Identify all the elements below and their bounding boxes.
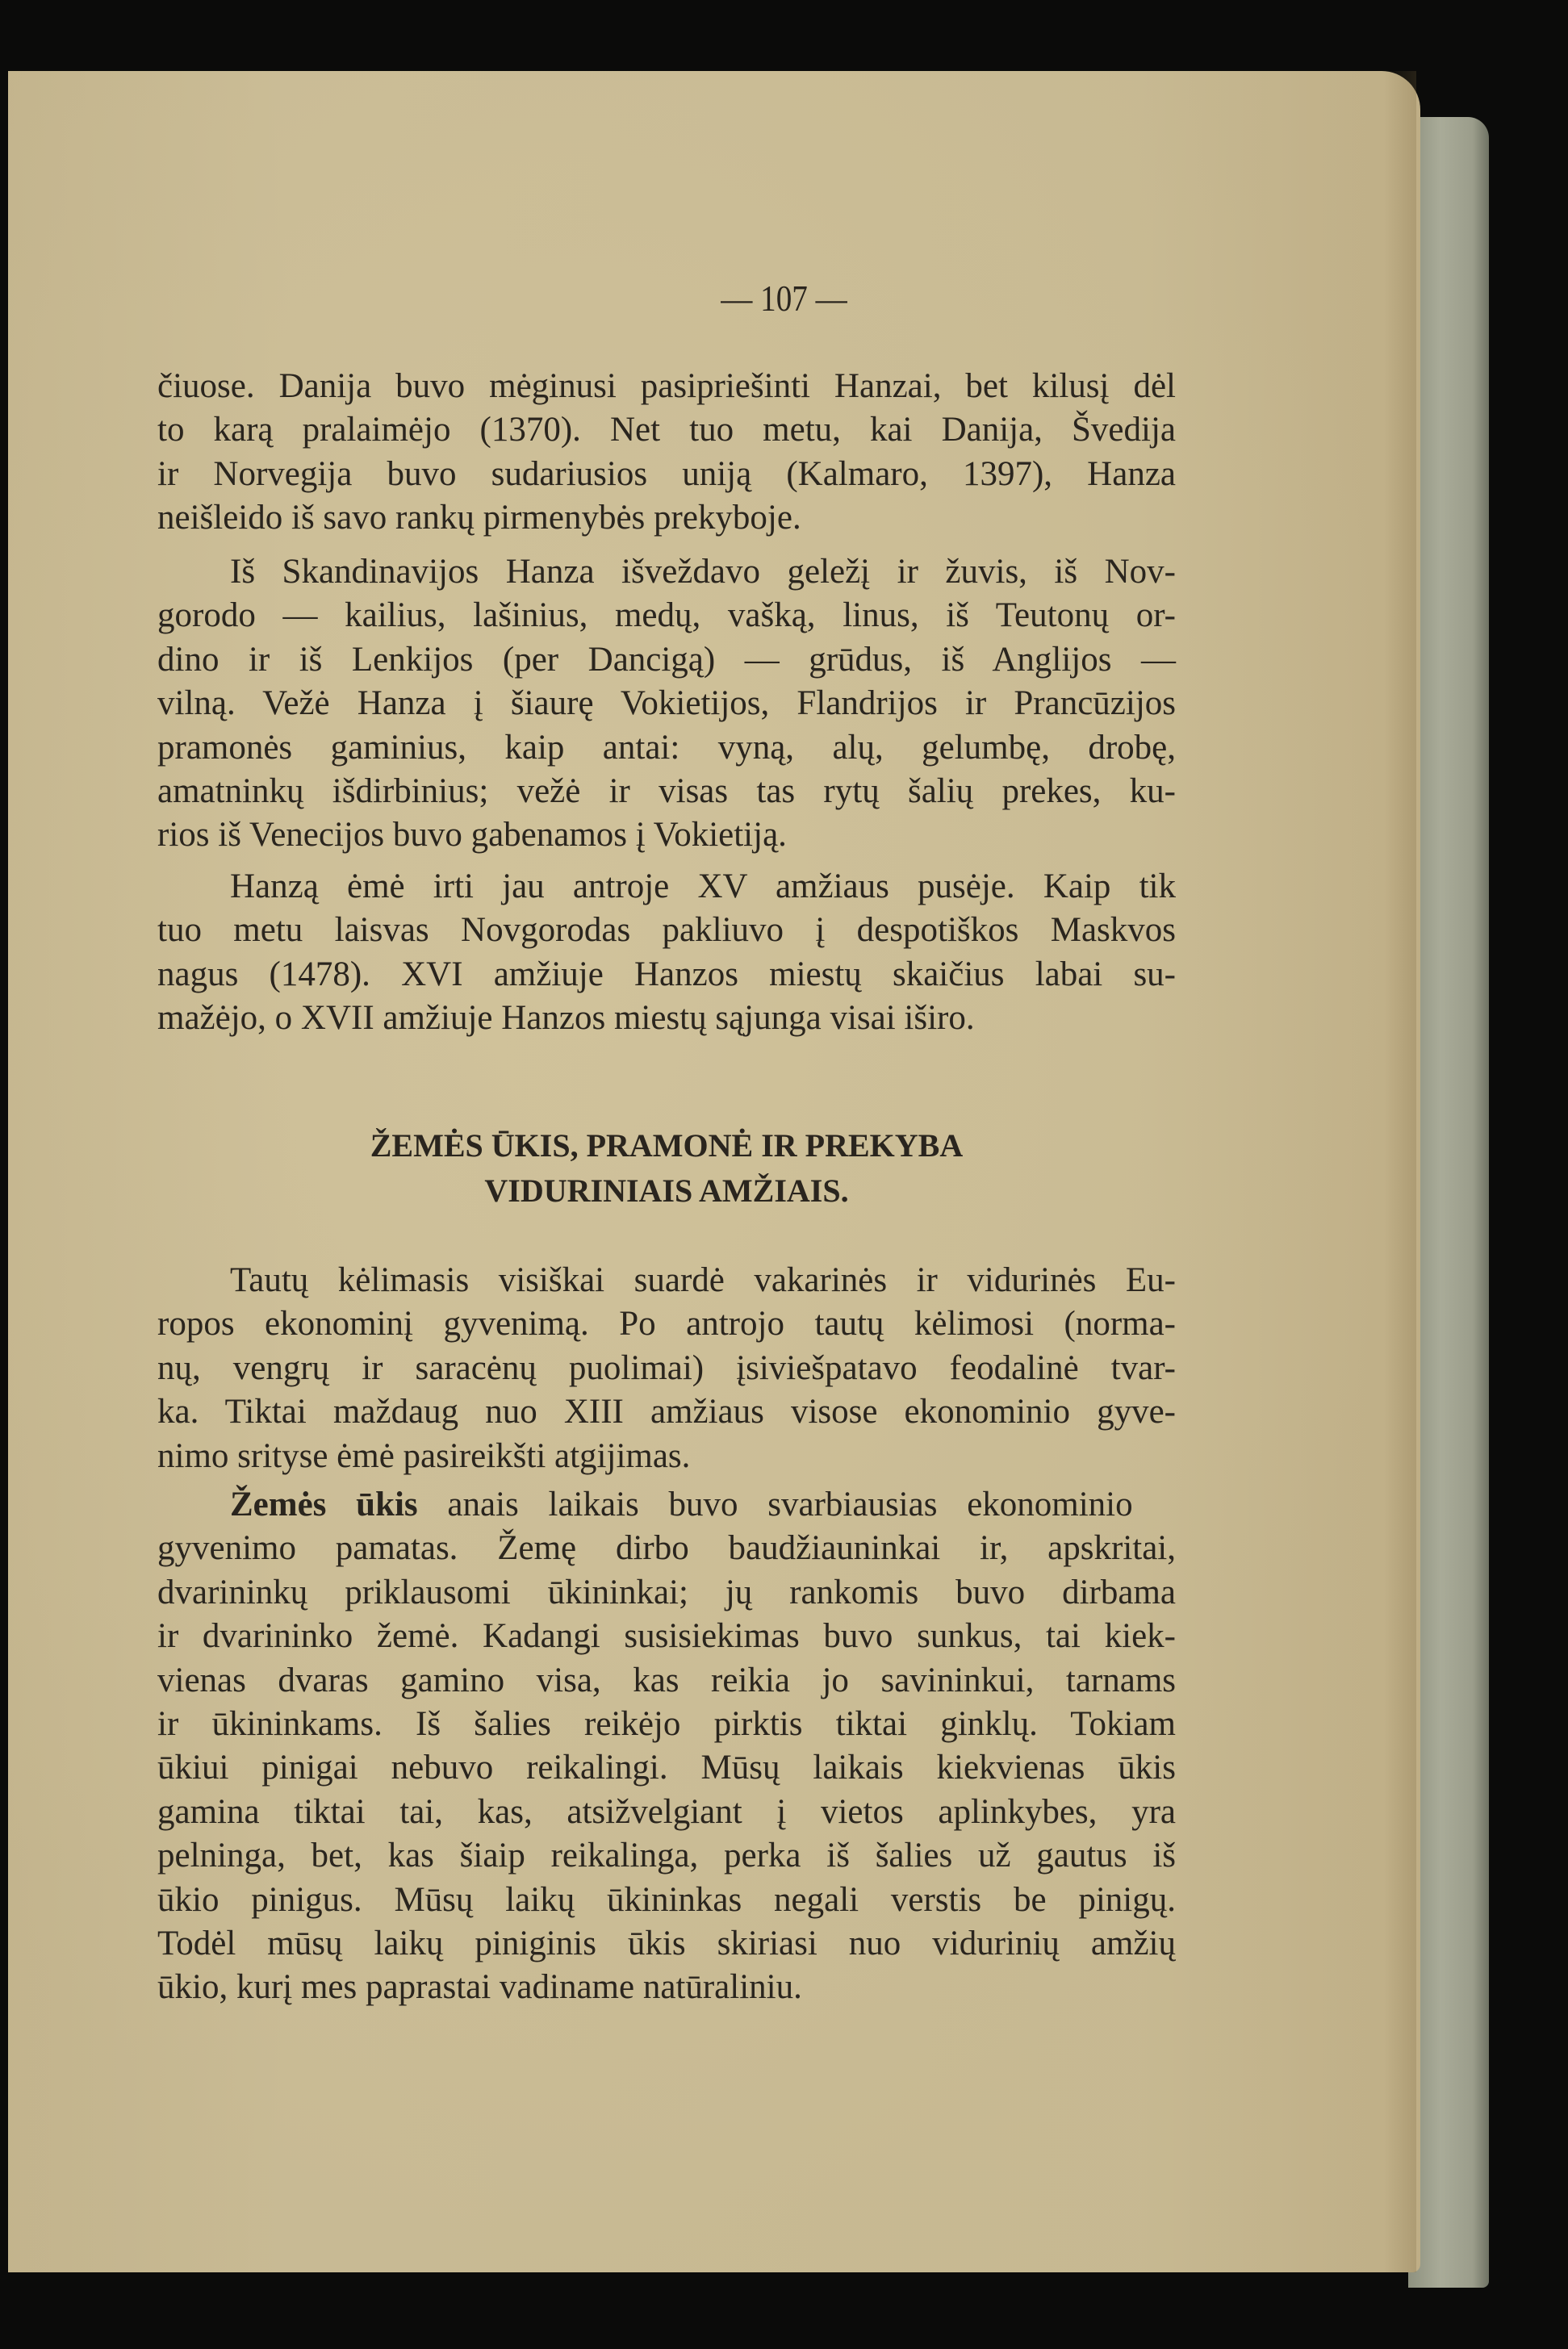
text-line: dvarininkų priklausomi ūkininkai; jų rankomis buvo dirbama xyxy=(157,1573,1176,1611)
text-line: gyvenimo pamatas. Žemę dirbo baudžiauninkai ir, apskritai, xyxy=(157,1529,1176,1568)
text-line: ir ūkininkams. Iš šalies reikėjo pirktis tiktai ginklų. Tokiam xyxy=(157,1704,1176,1743)
paragraph xyxy=(157,865,1176,1041)
text-line: dino ir iš Lenkijos (per Dancigą) — grūdus, iš Anglijos — xyxy=(157,640,1176,679)
text-line: neišleido iš savo rankų pirmenybės prekyboje. xyxy=(157,499,801,537)
text-line: pramonės gaminius, kaip antai: vyną, alų, gelumbę, drobę, xyxy=(157,728,1176,767)
text-line: Tautų kėlimasis visiškai suardė vakarinės ir vidurinės Eu- xyxy=(230,1261,1176,1299)
text-line: vilną. Vežė Hanza į šiaurę Vokietijos, Flandrijos ir Prancūzijos xyxy=(157,684,1176,723)
text-line: mažėjo, o XVII amžiuje Hanzos miestų sąjunga visai iširo. xyxy=(157,999,975,1038)
bold-term: Žemės ūkis xyxy=(230,1486,418,1524)
page-stack-edge xyxy=(1408,117,1489,2288)
text-line: ir dvarininko žemė. Kadangi susisiekimas buvo sunkus, tai kiek- xyxy=(157,1617,1176,1656)
text-line: ūkio, kurį mes paprastai vadiname natūraliniu. xyxy=(157,1968,802,2007)
paragraph xyxy=(157,550,1176,858)
text-line: to karą pralaimėjo (1370). Net tuo metu, kai Danija, Švedija xyxy=(157,411,1176,449)
paragraph xyxy=(157,365,1176,541)
text-line: Hanzą ėmė irti jau antroje XV amžiaus pusėje. Kaip tik xyxy=(230,867,1176,905)
page-number: — 107 — xyxy=(721,278,847,319)
text-line: Todėl mūsų laikų piniginis ūkis skiriasi nuo vidurinių amžių xyxy=(157,1924,1176,1962)
text-line: čiuose. Danija buvo mėginusi pasipriešinti Hanzai, bet kilusį dėl xyxy=(157,367,1176,405)
text-line: nų, vengrų ir saracėnų puolimai) įsiviešpatavo feodalinė tvar- xyxy=(157,1348,1176,1387)
section-heading-line-2: VIDURINIAIS AMŽIAIS. xyxy=(484,1172,849,1209)
text-line: Iš Skandinavijos Hanza išveždavo geležį ir žuvis, iš Nov- xyxy=(230,553,1176,591)
text-line: ropos ekonominį gyvenimą. Po antrojo tautų kėlimosi (norma- xyxy=(157,1305,1176,1344)
text-line: rios iš Venecijos buvo gabenamos į Vokietiją. xyxy=(157,816,787,855)
text-line: pelninga, bet, kas šiaip reikalinga, perka iš šalies už gautus iš xyxy=(157,1837,1176,1875)
paragraph xyxy=(157,1483,1176,2010)
text-run: anais laikais buvo svarbiausias ekonominio xyxy=(417,1486,1133,1524)
text-line: amatninkų išdirbinius; vežė ir visas tas rytų šalių prekes, ku- xyxy=(157,771,1176,810)
text-line: nimo srityse ėmė pasireikšti atgijimas. xyxy=(157,1436,691,1475)
text-line: nagus (1478). XVI amžiuje Hanzos miestų skaičius labai su- xyxy=(157,955,1176,993)
text-line: gamina tiktai tai, kas, atsižvelgiant į vietos aplinkybes, yra xyxy=(157,1792,1176,1831)
section-heading-line-1: ŽEMĖS ŪKIS, PRAMONĖ IR PREKYBA xyxy=(370,1127,964,1164)
text-line: ka. Tiktai maždaug nuo XIII amžiaus visose ekonominio gyve- xyxy=(157,1393,1176,1432)
text-line: ūkio pinigus. Mūsų laikų ūkininkas negali verstis be pinigų. xyxy=(157,1880,1176,1919)
text-line: tuo metu laisvas Novgorodas pakliuvo į despotiškos Maskvos xyxy=(157,911,1176,950)
text-line: vienas dvaras gamino visa, kas reikia jo savininkui, tarnams xyxy=(157,1661,1176,1699)
section-heading xyxy=(157,1123,1176,1214)
text-line: ir Norvegija buvo sudariusios uniją (Kalmaro, 1397), Hanza xyxy=(157,454,1176,493)
paragraph xyxy=(157,1259,1176,1478)
page-shadow xyxy=(1384,71,1416,2272)
text-line xyxy=(157,1483,1176,1527)
text-line: gorodo — kailius, lašinius, medų, vašką, linus, iš Teutonų or- xyxy=(157,596,1176,635)
text-line: ūkiui pinigai nebuvo reikalingi. Mūsų laikais kiekvienas ūkis xyxy=(157,1749,1176,1787)
